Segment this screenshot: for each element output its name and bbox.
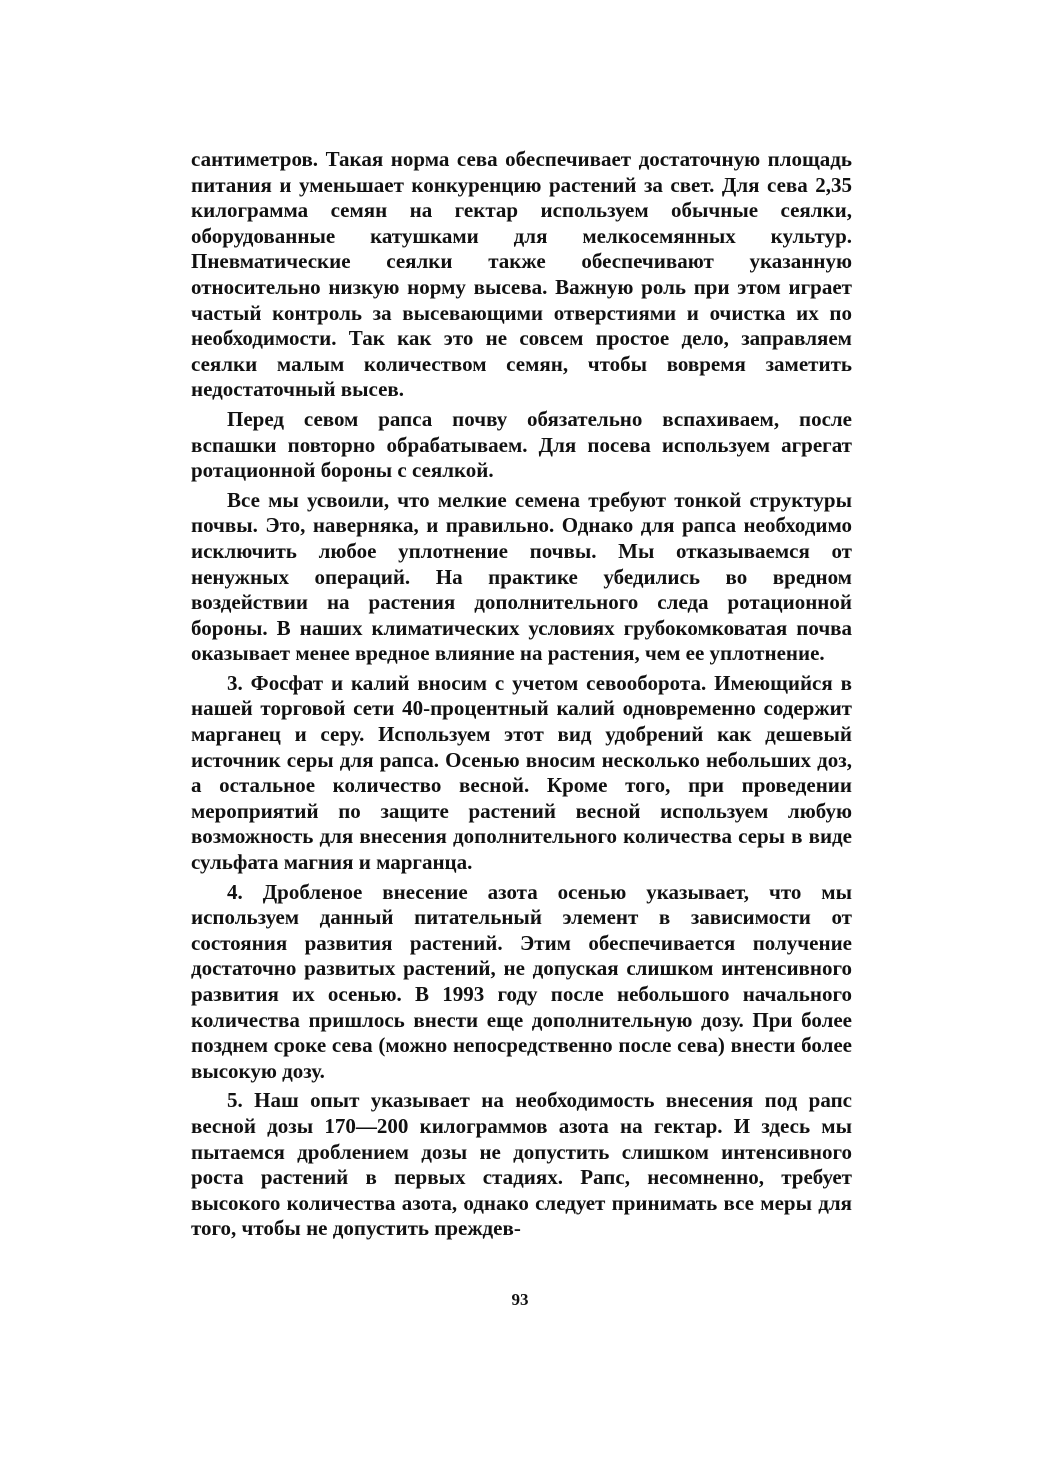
page-text-block (191, 147, 852, 1242)
paragraph-4: 3. Фосфат и калий вносим с учетом севооборота. Имеющийся в нашей торговой сети 40-процентный калий одновременно содержит марганец и серу. Используем этот вид удобрений как дешевый источник серы для рапса. Осенью вносим несколько небольших доз, а остальное количество весной. Кроме того, при проведении мероприятий по защите растений весной используем любую возможность для внесения дополнительного количества серы в виде сульфата магния и марганца. (191, 670, 852, 875)
paragraph-1: сантиметров. Такая норма сева обеспечивает достаточную площадь питания и уменьшает конкуренцию растений за свет. Для сева 2,35 килограмма семян на гектар используем обычные сеялки, оборудованные катушками для мелкосемянных культур. Пневматические сеялки также обеспечивают указанную относительно низкую норму высева. Важную роль при этом играет частый контроль за высевающими отверстиями и очистка их по необходимости. Так как это не совсем простое дело, заправляем сеялки малым количеством семян, чтобы вовремя заметить недостаточный высев. (191, 147, 852, 402)
paragraph-6: 5. Наш опыт указывает на необходимость внесения под рапс весной дозы 170—200 килограммов азота на гектар. И здесь мы пытаемся дроблением дозы не допустить слишком интенсивного роста растений в первых стадиях. Рапс, несомненно, требует высокого количества азота, однако следует принимать все меры для того, чтобы не допустить преждев- (191, 1088, 852, 1241)
page-number: 93 (511, 1290, 529, 1309)
paragraph-2: Перед севом рапса почву обязательно вспахиваем, после вспашки повторно обрабатываем. Для посева используем агрегат ротационной бороны с сеялкой. (191, 406, 852, 483)
paragraph-3: Все мы усвоили, что мелкие семена требуют тонкой структуры почвы. Это, наверняка, и правильно. Однако для рапса необходимо исключить любое уплотнение почвы. Мы отказываемся от ненужных операций. На практике убедились во вредном воздействии на растения дополнительного следа ротационной бороны. В наших климатических условиях грубокомковатая почва оказывает менее вредное влияние на растения, чем ее уплотнение. (191, 487, 852, 666)
paragraph-5: 4. Дробленое внесение азота осенью указывает, что мы используем данный питательный элемент в зависимости от состояния развития растений. Этим обеспечивается получение достаточно развитых растений, не допуская слишком интенсивного развития их осенью. В 1993 году после небольшого начального количества пришлось внести еще дополнительную дозу. При более позднем сроке сева (можно непосредственно после сева) внести более высокую дозу. (191, 879, 852, 1083)
